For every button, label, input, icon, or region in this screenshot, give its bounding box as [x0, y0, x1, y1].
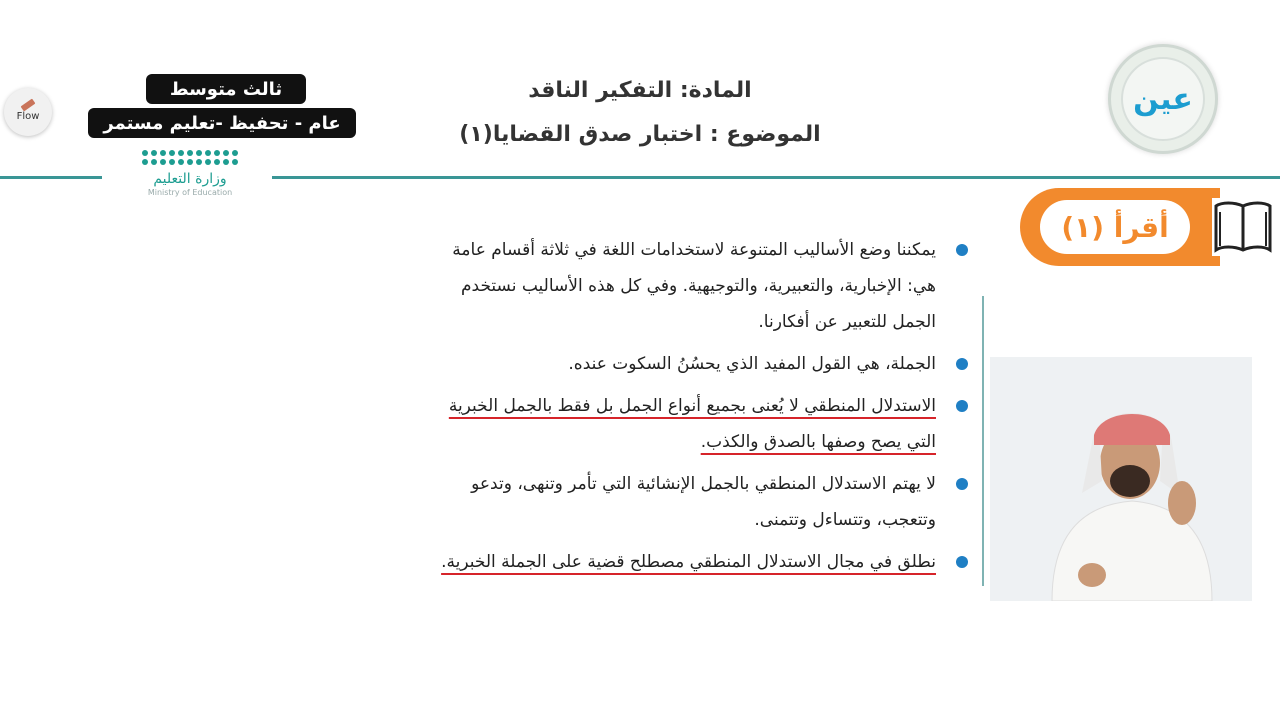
track-badge: عام - تحفيظ -تعليم مستمر [88, 108, 356, 138]
bullet-item [436, 388, 936, 460]
ministry-emblem-icon [140, 150, 240, 165]
pencil-icon [21, 99, 36, 112]
bullet-item [436, 544, 936, 580]
ein-logo [1108, 44, 1218, 154]
bullet-item [436, 346, 936, 382]
bullet-text: لا يهتم الاستدلال المنطقي بالجمل الإنشائية التي تأمر وتنهى، وتدعو وتتعجب، وتتساءل وتتمنى. [471, 474, 936, 530]
bullet-dot-icon [956, 478, 968, 490]
bullet-dot-icon [956, 358, 968, 370]
divider-line-left [0, 176, 102, 179]
ministry-english: Ministry of Education [147, 188, 233, 197]
bullet-text: يمكننا وضع الأساليب المتنوعة لاستخدامات اللغة في ثلاثة أقسام عامة هي: الإخبارية، والتعبيرية، والتوجيهية. وفي كل هذه الأساليب نستخدم الجمل للتعبير عن أفكارنا. [452, 240, 936, 332]
bullet-item [436, 232, 936, 340]
flow-label: Flow [16, 111, 40, 122]
ministry-arabic: وزارة التعليم [153, 171, 227, 187]
bullet-text: الاستدلال المنطقي لا يُعنى بجميع أنواع الجمل بل فقط بالجمل الخبرية التي يصح وصفها بالصدق والكذب. [448, 396, 936, 452]
bullet-dot-icon [956, 244, 968, 256]
ein-logo-text: عين [1121, 57, 1205, 141]
ministry-logo [105, 150, 275, 230]
grade-badge: ثالث متوسط [146, 74, 306, 104]
bullet-text: الجملة، هي القول المفيد الذي يحسُنُ السكوت عنده. [568, 354, 936, 374]
read-tab-label: أقرأ (١) [1040, 200, 1190, 254]
bullet-text: نطلق في مجال الاستدلال المنطقي مصطلح قضية على الجملة الخبرية. [441, 552, 936, 572]
vertical-divider [982, 296, 984, 586]
divider-line-right [272, 176, 1280, 179]
presenter-video [990, 357, 1252, 601]
read-tab [1020, 188, 1220, 266]
presenter-figure [1042, 385, 1222, 601]
bullet-item [436, 466, 936, 538]
subject-title: المادة: التفكير الناقد [528, 78, 752, 103]
bullet-dot-icon [956, 400, 968, 412]
flow-button[interactable] [4, 88, 52, 136]
lesson-content [436, 232, 936, 586]
topic-title: الموضوع : اختبار صدق القضايا(١) [459, 122, 821, 147]
bullet-dot-icon [956, 556, 968, 568]
open-book-icon [1212, 198, 1274, 256]
